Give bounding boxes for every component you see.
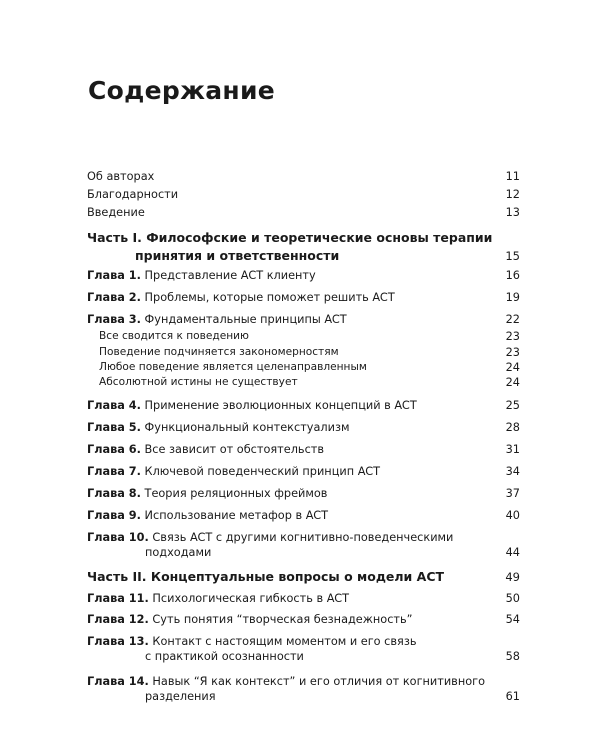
toc-chapter-12[interactable] — [87, 612, 520, 627]
toc-chapter-title-line1: Контакт с настоящим моментом и его связь — [152, 635, 417, 648]
toc-chapter-label: Глава 8. — [87, 487, 141, 500]
toc-chapter-14[interactable] — [87, 674, 520, 704]
toc-page-number: 40 — [505, 509, 520, 522]
toc-page-number: 23 — [505, 330, 520, 343]
toc-chapter-title-line2: разделения — [145, 690, 216, 703]
toc-chapter-title: Психологическая гибкость в ACT — [152, 592, 350, 605]
toc-chapter-1[interactable] — [87, 268, 520, 283]
toc-page-number: 28 — [505, 421, 520, 434]
toc-page-number: 34 — [505, 465, 520, 478]
toc-chapter-8[interactable] — [87, 486, 520, 501]
toc-chapter-10[interactable] — [87, 530, 520, 560]
toc-chapter-label: Глава 6. — [87, 443, 141, 456]
toc-chapter-title: Применение эволюционных концепций в ACT — [144, 399, 417, 412]
toc-chapter-label: Глава 5. — [87, 421, 141, 434]
toc-chapter-label: Глава 7. — [87, 465, 141, 478]
toc-chapter-title-line1: Связь ACT с другими когнитивно-поведенческими — [152, 531, 454, 544]
page-title: Содержание — [88, 76, 276, 105]
toc-page-number: 22 — [505, 313, 520, 326]
toc-chapter-title-line1: Навык “Я как контекст” и его отличия от когнитивного — [152, 675, 485, 688]
toc-chapter-label: Глава 1. — [87, 269, 141, 282]
toc-chapter-7[interactable] — [87, 464, 520, 479]
toc-page-number: 50 — [505, 592, 520, 605]
toc-subsection[interactable]: Абсолютной истины не существует 24 — [99, 376, 520, 389]
toc-chapter-title: Суть понятия “творческая безнадежность” — [152, 613, 413, 626]
toc-chapter-5[interactable] — [87, 420, 520, 435]
toc-entry-acknowledgements[interactable] — [87, 187, 520, 202]
toc-chapter-label: Глава 12. — [87, 613, 149, 626]
toc-chapter-13[interactable] — [87, 634, 520, 664]
toc-subsection[interactable]: Любое поведение является целенаправленным 24 — [99, 361, 520, 374]
toc-page-number: 37 — [505, 487, 520, 500]
toc-chapter-3[interactable] — [87, 312, 520, 327]
toc-chapter-title: Функциональный контекстуализм — [144, 421, 350, 434]
toc-entry-text: Благодарности — [87, 188, 179, 201]
toc-chapter-label: Глава 11. — [87, 592, 149, 605]
toc-chapter-4[interactable] — [87, 398, 520, 413]
toc-page-number: 15 — [505, 249, 520, 263]
toc-page-number: 13 — [505, 206, 520, 219]
toc-page-number: 61 — [505, 690, 520, 703]
toc-part-label: Часть I. — [87, 230, 142, 245]
toc-part-title: Концептуальные вопросы о модели ACT — [150, 569, 445, 584]
toc-entry-text: Введение — [87, 206, 145, 219]
toc-page-number: 44 — [505, 546, 520, 559]
toc-page-number: 19 — [505, 291, 520, 304]
toc-page-number: 54 — [505, 613, 520, 626]
toc-page-number: 12 — [505, 188, 520, 201]
toc-page-number: 58 — [505, 650, 520, 663]
toc-chapter-label: Глава 13. — [87, 635, 149, 648]
toc-page-number: 11 — [505, 170, 520, 183]
toc-entry-authors[interactable] — [87, 169, 520, 184]
toc-chapter-label: Глава 14. — [87, 675, 149, 688]
toc-chapter-label: Глава 10. — [87, 531, 149, 544]
toc-part-2[interactable] — [87, 568, 520, 586]
toc-part-label: Часть II. — [87, 569, 147, 584]
toc-chapter-title-line2: с практикой осознанности — [145, 650, 304, 663]
toc-page-number: 49 — [505, 570, 520, 584]
toc-page-number: 24 — [505, 376, 520, 389]
toc-page-number: 31 — [505, 443, 520, 456]
toc-chapter-title: Представление ACT клиенту — [144, 269, 316, 282]
toc-chapter-6[interactable] — [87, 442, 520, 457]
toc-page-number: 25 — [505, 399, 520, 412]
toc-chapter-label: Глава 3. — [87, 313, 141, 326]
toc-entry-text: Об авторах — [87, 170, 155, 183]
toc-page-number: 23 — [505, 346, 520, 359]
toc-chapter-9[interactable] — [87, 508, 520, 523]
toc-chapter-label: Глава 2. — [87, 291, 141, 304]
toc-chapter-title: Использование метафор в ACT — [144, 509, 329, 522]
toc-subsection[interactable]: Поведение подчиняется закономерностям 23 — [99, 346, 520, 359]
toc-part-title-line2: принятия и ответственности — [135, 248, 340, 263]
toc-page-number: 24 — [505, 361, 520, 374]
toc-part-1[interactable] — [87, 229, 520, 265]
toc-chapter-title: Ключевой поведенческий принцип ACT — [144, 465, 381, 478]
toc-entry-introduction[interactable] — [87, 205, 520, 220]
toc-chapter-title: Теория реляционных фреймов — [144, 487, 328, 500]
toc-chapter-title: Фундаментальные принципы ACT — [144, 313, 347, 326]
toc-chapter-2[interactable] — [87, 290, 520, 305]
toc-chapter-label: Глава 4. — [87, 399, 141, 412]
toc-chapter-title: Все зависит от обстоятельств — [144, 443, 325, 456]
toc-chapter-title-line2: подходами — [145, 546, 212, 559]
toc-subsection[interactable]: Все сводится к поведению 23 — [99, 330, 520, 343]
toc-part-title-line1: Философские и теоретические основы терапии — [146, 230, 493, 245]
toc-chapter-11[interactable] — [87, 591, 520, 606]
toc-chapter-label: Глава 9. — [87, 509, 141, 522]
toc-chapter-title: Проблемы, которые поможет решить ACT — [144, 291, 395, 304]
toc-page-number: 16 — [505, 269, 520, 282]
